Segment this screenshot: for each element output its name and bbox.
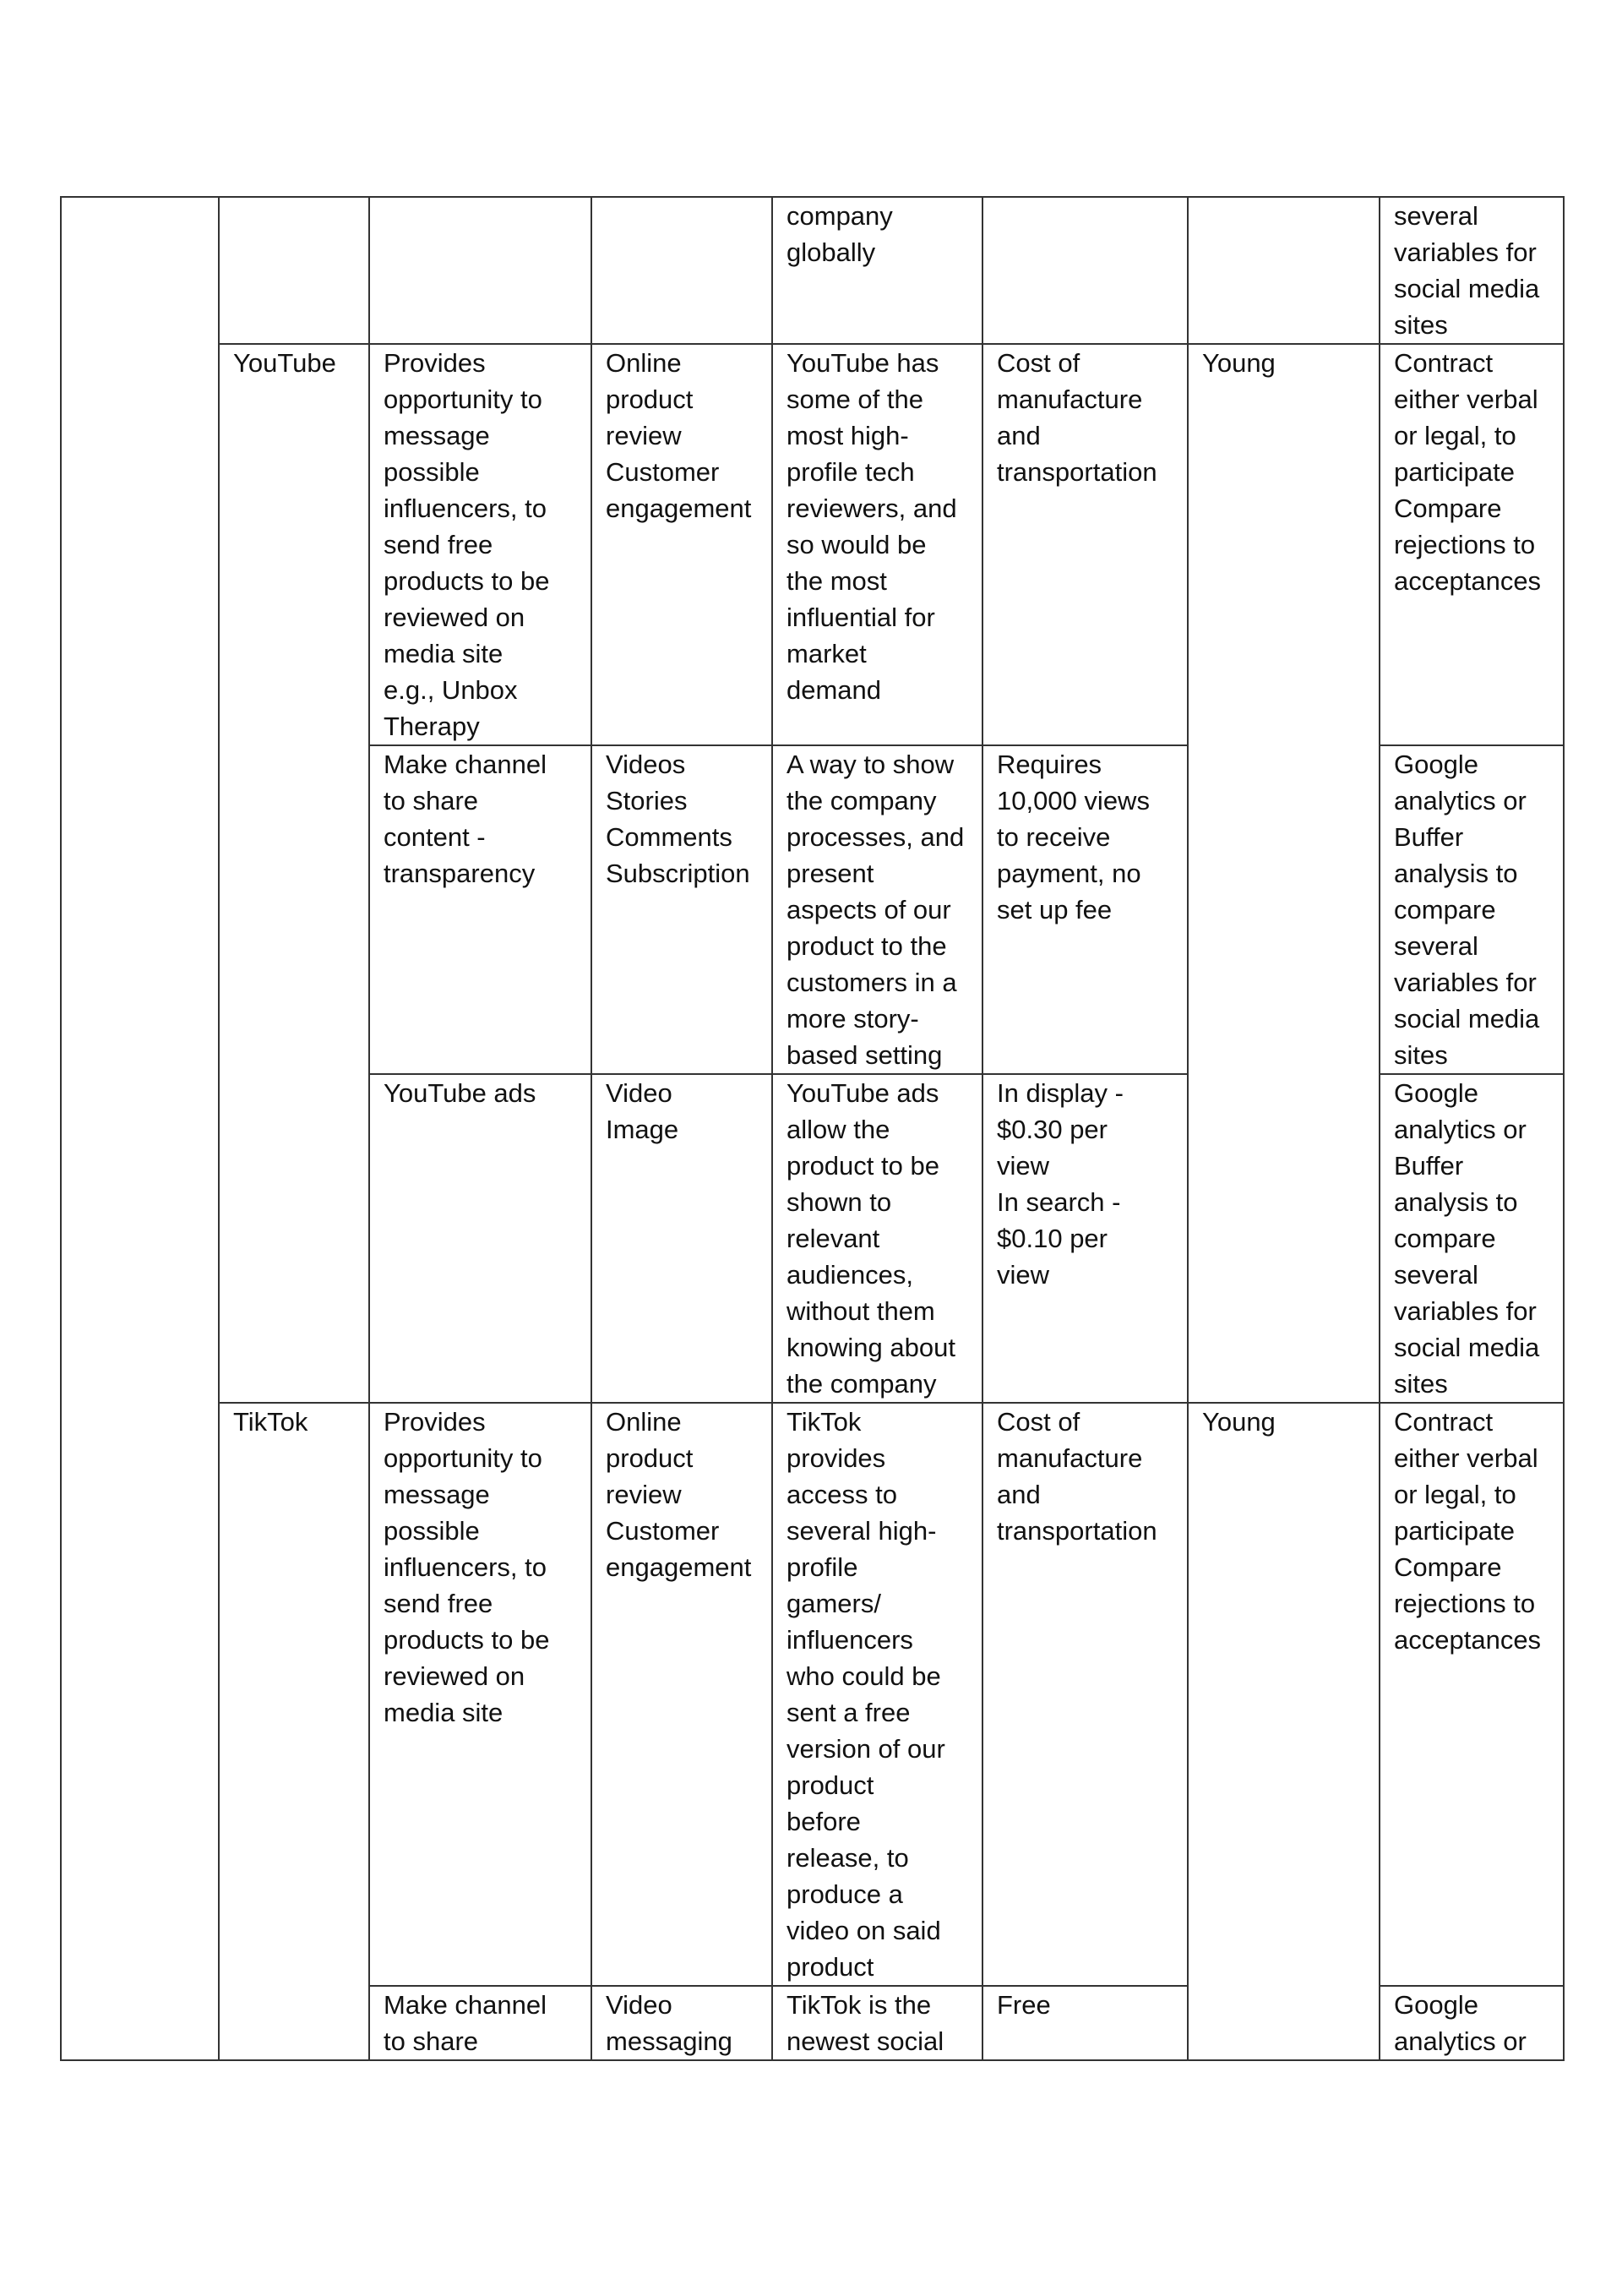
platform-cell-youtube: YouTube (219, 344, 369, 1403)
audience-cell-tiktok: Young (1188, 1403, 1380, 2060)
cost-cell: Cost of manufacture and transportation (982, 1403, 1188, 1986)
content-cell: Videos Stories Comments Subscription (591, 745, 772, 1074)
cost-cell: Cost of manufacture and transportation (982, 344, 1188, 745)
benefit-cell: company globally (772, 197, 982, 344)
audience-cell-youtube: Young (1188, 344, 1380, 1403)
marketing-plan-table (60, 196, 1565, 2061)
table-row (61, 344, 1564, 745)
section-cell (61, 197, 219, 2060)
measurement-cell: Google analytics or (1380, 1986, 1564, 2060)
content-cell: Online product review Customer engagement (591, 344, 772, 745)
benefit-cell: A way to show the company processes, and present aspects of our product to the customers in a more story- based setting (772, 745, 982, 1074)
methods-cell: YouTube ads (369, 1074, 591, 1403)
measurement-cell: several variables for social media sites (1380, 197, 1564, 344)
cost-cell: Free (982, 1986, 1188, 2060)
benefit-cell: YouTube ads allow the product to be shown to relevant audiences, without them knowing about the company (772, 1074, 982, 1403)
table-row (61, 197, 1564, 344)
benefit-cell: TikTok is the newest social (772, 1986, 982, 2060)
cost-cell (982, 197, 1188, 344)
content-cell (591, 197, 772, 344)
measurement-cell: Contract either verbal or legal, to participate Compare rejections to acceptances (1380, 344, 1564, 745)
methods-cell: Provides opportunity to message possible influencers, to send free products to be reviewed on media site (369, 1403, 591, 1986)
platform-cell-tiktok: TikTok (219, 1403, 369, 2060)
table-row (61, 1403, 1564, 1986)
measurement-cell: Google analytics or Buffer analysis to compare several variables for social media sites (1380, 1074, 1564, 1403)
measurement-cell: Contract either verbal or legal, to participate Compare rejections to acceptances (1380, 1403, 1564, 1986)
benefit-cell: TikTok provides access to several high- profile gamers/ influencers who could be sent a free version of our product before release, to produce a video on said product (772, 1403, 982, 1986)
audience-cell (1188, 197, 1380, 344)
content-cell: Video messaging (591, 1986, 772, 2060)
methods-cell: Provides opportunity to message possible influencers, to send free products to be reviewed on media site e.g., Unbox Therapy (369, 344, 591, 745)
measurement-cell: Google analytics or Buffer analysis to compare several variables for social media sites (1380, 745, 1564, 1074)
cost-cell: In display - $0.30 per view In search - $0.10 per view (982, 1074, 1188, 1403)
content-cell: Online product review Customer engagement (591, 1403, 772, 1986)
methods-cell: Make channel to share content - transparency (369, 745, 591, 1074)
platform-cell (219, 197, 369, 344)
cost-cell: Requires 10,000 views to receive payment, no set up fee (982, 745, 1188, 1074)
benefit-cell: YouTube has some of the most high- profile tech reviewers, and so would be the most influential for market demand (772, 344, 982, 745)
content-cell: Video Image (591, 1074, 772, 1403)
methods-cell (369, 197, 591, 344)
methods-cell: Make channel to share (369, 1986, 591, 2060)
